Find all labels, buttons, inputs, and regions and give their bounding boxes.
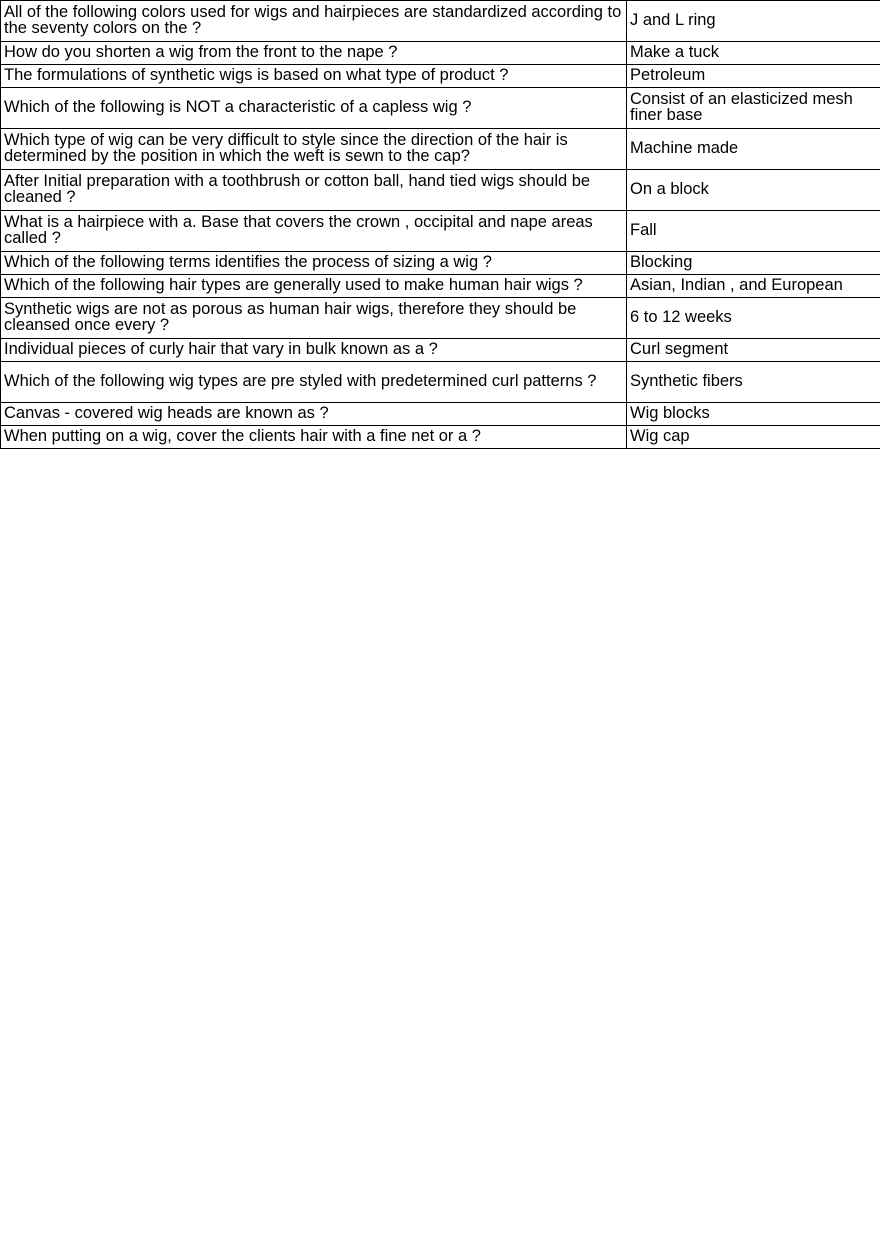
qa-table bbox=[0, 0, 880, 449]
question-cell: How do you shorten a wig from the front to the nape ? bbox=[1, 42, 627, 65]
answer-cell: Fall bbox=[627, 211, 880, 252]
answer-cell: Synthetic fibers bbox=[627, 362, 880, 403]
question-cell: Which of the following terms identifies the process of sizing a wig ? bbox=[1, 252, 627, 275]
table-row bbox=[1, 403, 880, 426]
table-row bbox=[1, 339, 880, 362]
question-cell: Which of the following hair types are generally used to make human hair wigs ? bbox=[1, 275, 627, 298]
table-row bbox=[1, 170, 880, 211]
answer-cell: J and L ring bbox=[627, 1, 880, 42]
answer-cell: Petroleum bbox=[627, 65, 880, 88]
table-row bbox=[1, 298, 880, 339]
answer-cell: Machine made bbox=[627, 129, 880, 170]
table-row bbox=[1, 426, 880, 449]
answer-cell: Asian, Indian , and European bbox=[627, 275, 880, 298]
table-row bbox=[1, 129, 880, 170]
question-cell: What is a hairpiece with a. Base that covers the crown , occipital and nape areas called ? bbox=[1, 211, 627, 252]
question-cell: Which of the following is NOT a characteristic of a capless wig ? bbox=[1, 88, 627, 129]
question-cell: Individual pieces of curly hair that vary in bulk known as a ? bbox=[1, 339, 627, 362]
table-row bbox=[1, 211, 880, 252]
table-row bbox=[1, 42, 880, 65]
table-row bbox=[1, 65, 880, 88]
table-row bbox=[1, 252, 880, 275]
qa-table-body bbox=[1, 1, 880, 449]
question-cell: Which type of wig can be very difficult to style since the direction of the hair is determined by the position in which the weft is sewn to the cap? bbox=[1, 129, 627, 170]
question-cell: The formulations of synthetic wigs is based on what type of product ? bbox=[1, 65, 627, 88]
answer-cell: On a block bbox=[627, 170, 880, 211]
question-cell: Synthetic wigs are not as porous as human hair wigs, therefore they should be cleansed once every ? bbox=[1, 298, 627, 339]
question-cell: All of the following colors used for wigs and hairpieces are standardized according to the seventy colors on the ? bbox=[1, 1, 627, 42]
question-cell: Canvas - covered wig heads are known as ? bbox=[1, 403, 627, 426]
answer-cell: Wig blocks bbox=[627, 403, 880, 426]
question-cell: Which of the following wig types are pre styled with predetermined curl patterns ? bbox=[1, 362, 627, 403]
question-cell: When putting on a wig, cover the clients hair with a fine net or a ? bbox=[1, 426, 627, 449]
answer-cell: Blocking bbox=[627, 252, 880, 275]
table-row bbox=[1, 1, 880, 42]
table-row bbox=[1, 362, 880, 403]
answer-cell: Make a tuck bbox=[627, 42, 880, 65]
answer-cell: Wig cap bbox=[627, 426, 880, 449]
answer-cell: Consist of an elasticized mesh finer base bbox=[627, 88, 880, 129]
answer-cell: 6 to 12 weeks bbox=[627, 298, 880, 339]
answer-cell: Curl segment bbox=[627, 339, 880, 362]
table-row bbox=[1, 88, 880, 129]
table-row bbox=[1, 275, 880, 298]
question-cell: After Initial preparation with a toothbrush or cotton ball, hand tied wigs should be cleaned ? bbox=[1, 170, 627, 211]
